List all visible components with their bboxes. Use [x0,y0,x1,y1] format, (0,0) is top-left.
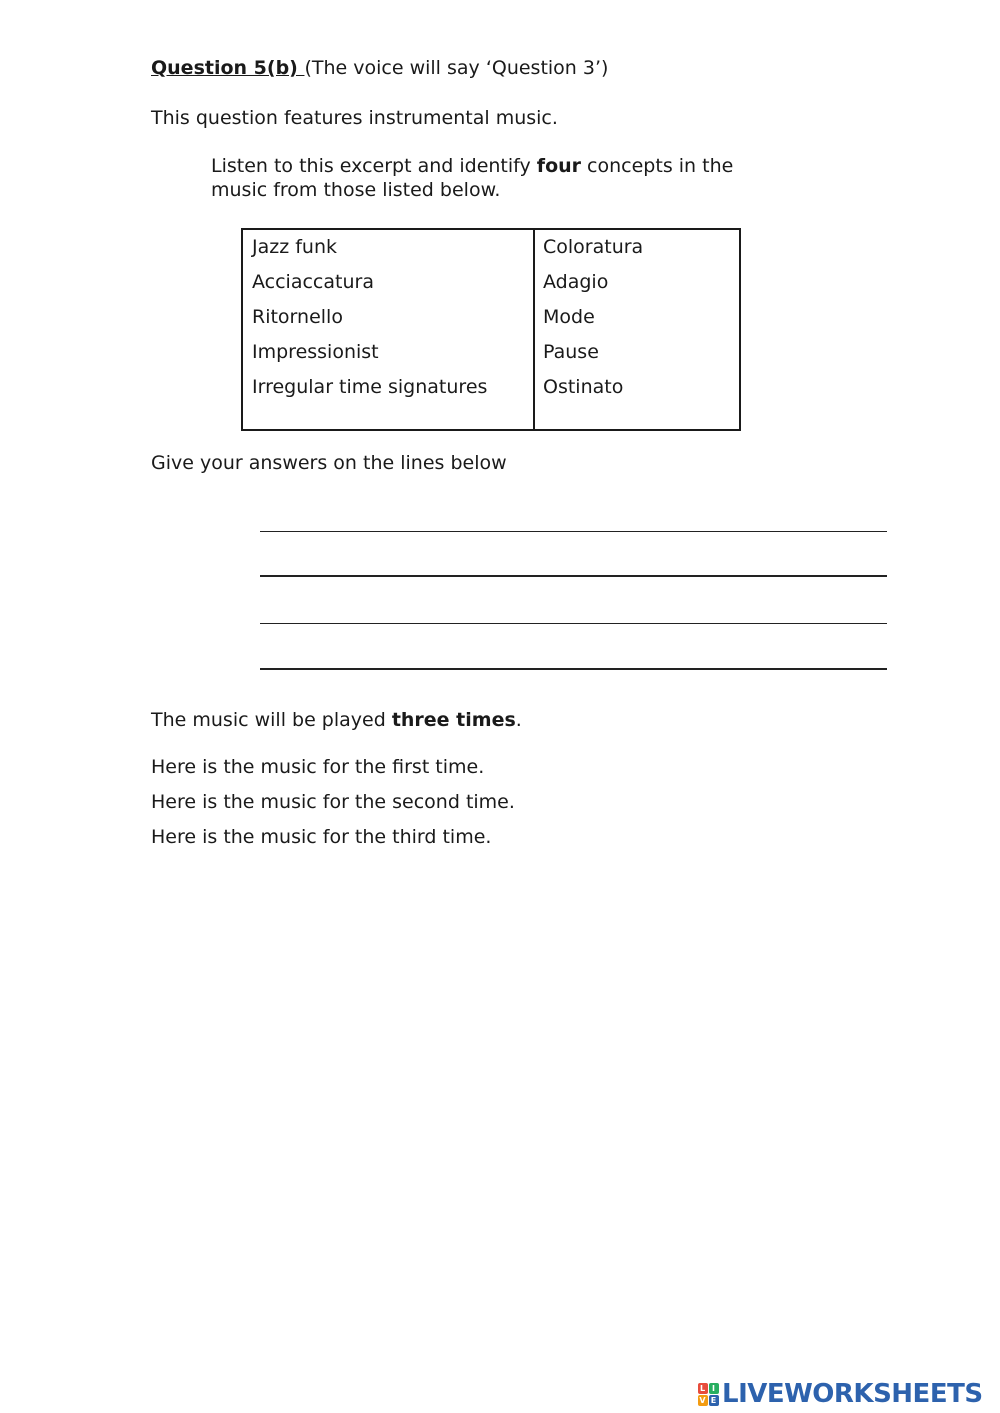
concept-cell: Impressionist [252,341,379,363]
concept-cell: Pause [543,341,599,363]
intro-text: This question features instrumental music. [151,107,558,129]
answers-prompt: Give your answers on the lines below [151,452,507,474]
concept-cell: Irregular time signatures [252,376,488,398]
instruction-emphasis: four [536,155,582,177]
instruction-before: Listen to this excerpt and identify [211,155,537,177]
logo-letter: V [699,1395,706,1405]
played-before: The music will be played [151,709,392,731]
liveworksheets-logo-icon [697,1382,719,1406]
liveworksheets-logo-text: LIVEWORKSHEETS [722,1379,983,1409]
logo-letter: L [698,1383,708,1394]
instruction-after: concepts in the music from those listed below. [211,155,734,201]
played-emphasis: three times [391,709,516,731]
answer-line-3[interactable] [260,623,887,624]
concept-cell: Ostinato [543,376,624,398]
played-after: . [515,709,522,731]
liveworksheets-logo [697,1378,983,1410]
play-time-first: Here is the music for the first time. [151,756,485,778]
answer-line-2[interactable] [260,575,887,577]
logo-letter: E [709,1395,719,1406]
question-heading [151,57,608,79]
concept-cell: Acciaccatura [252,271,374,293]
question-label: Question 5(b) [151,57,305,79]
concept-column-right [543,235,643,410]
play-time-second: Here is the music for the second time. [151,791,515,813]
logo-letter: I [709,1383,719,1394]
concept-table [241,228,741,431]
concept-cell: Mode [543,306,595,328]
concept-cell: Coloratura [543,236,644,258]
table-divider [533,230,535,429]
concept-cell: Adagio [543,271,609,293]
concept-cell: Ritornello [252,306,343,328]
concept-cell: Jazz funk [252,236,338,258]
answer-line-1[interactable] [260,531,887,532]
play-time-third: Here is the music for the third time. [151,826,492,848]
concept-column-left [252,235,487,410]
answer-line-4[interactable] [260,668,887,670]
played-note [151,709,522,731]
instruction-text [211,154,771,202]
question-note: (The voice will say ‘Question 3’) [304,57,609,79]
